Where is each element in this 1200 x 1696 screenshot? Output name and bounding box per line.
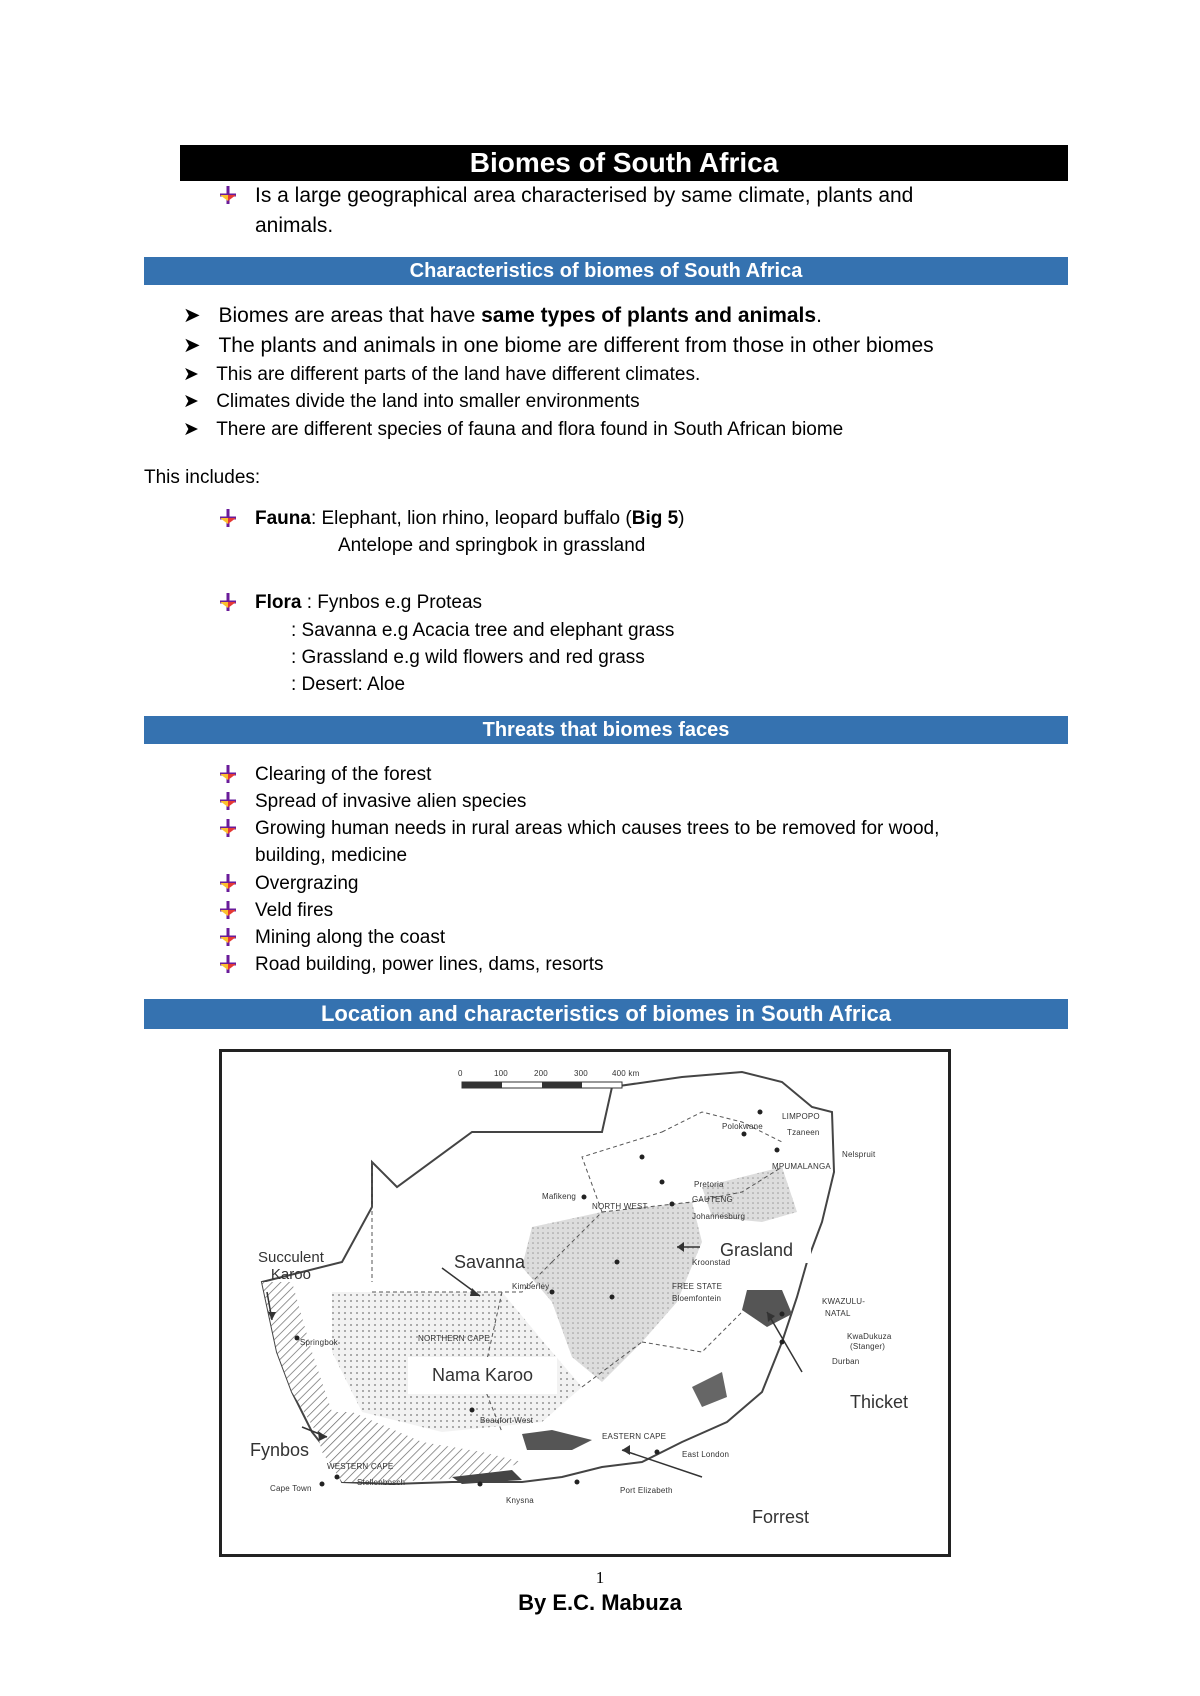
flora-label: Flora: [255, 592, 302, 613]
arrow-icon: ➤: [183, 304, 201, 327]
place-label: Stellenbosch: [357, 1478, 406, 1487]
flora-line-2: : Savanna e.g Acacia tree and elephant grass: [291, 620, 675, 641]
list-item: ➤ This are different parts of the land have different climates.: [183, 364, 701, 385]
arrow-icon: ➤: [183, 419, 199, 440]
flora-line-4: : Desert: Aloe: [291, 674, 406, 695]
flora-line-3: : Grassland e.g wild flowers and red grass: [291, 647, 645, 668]
scale-tick: 200: [534, 1069, 548, 1078]
place-label: KwaDukuza: [847, 1332, 892, 1341]
list-item: ➤ Climates divide the land into smaller environments: [183, 391, 640, 412]
section-heading-threats: Threats that biomes faces: [144, 716, 1068, 744]
bullet-icon: [218, 873, 238, 893]
section-heading-characteristics: Characteristics of biomes of South Africa: [144, 257, 1068, 285]
place-label: Johannesburg: [692, 1212, 746, 1221]
arrow-icon: ➤: [183, 391, 199, 412]
bullet-icon: [218, 185, 238, 205]
scale-tick: 0: [458, 1069, 463, 1078]
list-item: ➤ There are different species of fauna and flora found in South African biome: [183, 419, 844, 440]
place-label: GAUTENG: [692, 1195, 733, 1204]
label-fynbos: Fynbos: [250, 1440, 310, 1460]
place-label: (Stanger): [850, 1342, 886, 1351]
definition-line-2: animals.: [255, 214, 334, 237]
place-label: KWAZULU-: [822, 1297, 866, 1306]
bullet-icon: [218, 900, 238, 920]
bullet-icon: [218, 927, 238, 947]
biome-map: [219, 1049, 951, 1557]
page-title: Biomes of South Africa: [180, 145, 1068, 181]
scale-tick: 300: [574, 1069, 588, 1078]
place-label: Pretoria: [694, 1180, 724, 1189]
scale-tick: 400 km: [612, 1069, 640, 1078]
label-nama-karoo: Nama Karoo: [408, 1357, 557, 1394]
place-label: EASTERN CAPE: [602, 1432, 667, 1441]
place-label: LIMPOPO: [782, 1112, 820, 1121]
label-thicket: Thicket: [850, 1392, 909, 1412]
label-savanna: Savanna: [454, 1252, 526, 1272]
bullet-icon: [218, 592, 238, 612]
bullet-icon: [218, 508, 238, 528]
author: By E.C. Mabuza: [518, 1590, 682, 1615]
list-item: ➤ Biomes are areas that have same types of plants and animals.: [183, 304, 822, 327]
place-label: Nelspruit: [842, 1150, 876, 1159]
section-heading-location: Location and characteristics of biomes in South Africa: [144, 999, 1068, 1029]
list-item: ➤ The plants and animals in one biome are different from those in other biomes: [183, 334, 934, 357]
bullet-icon: [218, 818, 238, 838]
label-succulent-karoo: Succulent Karoo: [258, 1249, 324, 1283]
place-label: Mafikeng: [542, 1192, 577, 1201]
definition-line-1: Is a large geographical area characterised by same climate, plants and: [255, 184, 914, 207]
place-label: FREE STATE: [672, 1282, 723, 1291]
bullet-icon: [218, 954, 238, 974]
place-label: NORTH WEST: [592, 1202, 648, 1211]
place-label: Cape Town: [270, 1484, 312, 1493]
place-label: Kimberley: [512, 1282, 550, 1291]
place-label: Polokwane: [722, 1122, 763, 1131]
place-label: East London: [682, 1450, 730, 1459]
place-label: Knysna: [506, 1496, 534, 1505]
place-label: Beaufort West: [480, 1416, 534, 1425]
place-label: Bloemfontein: [672, 1294, 722, 1303]
place-label: Kroonstad: [692, 1258, 731, 1267]
place-label: Tzaneen: [787, 1128, 820, 1137]
fauna-line-2: Antelope and springbok in grassland: [338, 535, 646, 556]
bullet-icon: [218, 764, 238, 784]
place-label: MPUMALANGA: [772, 1162, 831, 1171]
arrow-icon: ➤: [183, 334, 201, 357]
place-label: Springbok: [300, 1338, 338, 1347]
place-label: WESTERN CAPE: [327, 1462, 394, 1471]
label-forrest: Forrest: [752, 1507, 810, 1527]
place-label: NATAL: [825, 1309, 851, 1318]
place-label: NORTHERN CAPE: [418, 1334, 490, 1343]
bullet-icon: [218, 791, 238, 811]
place-label: Durban: [832, 1357, 860, 1366]
scale-tick: 100: [494, 1069, 508, 1078]
page-number: 1: [595, 1568, 605, 1587]
label-grasland: Grasland: [702, 1238, 811, 1263]
place-label: Port Elizabeth: [620, 1486, 673, 1495]
includes-label: This includes:: [144, 467, 261, 488]
fauna-label: Fauna: [255, 508, 311, 529]
arrow-icon: ➤: [183, 364, 199, 385]
